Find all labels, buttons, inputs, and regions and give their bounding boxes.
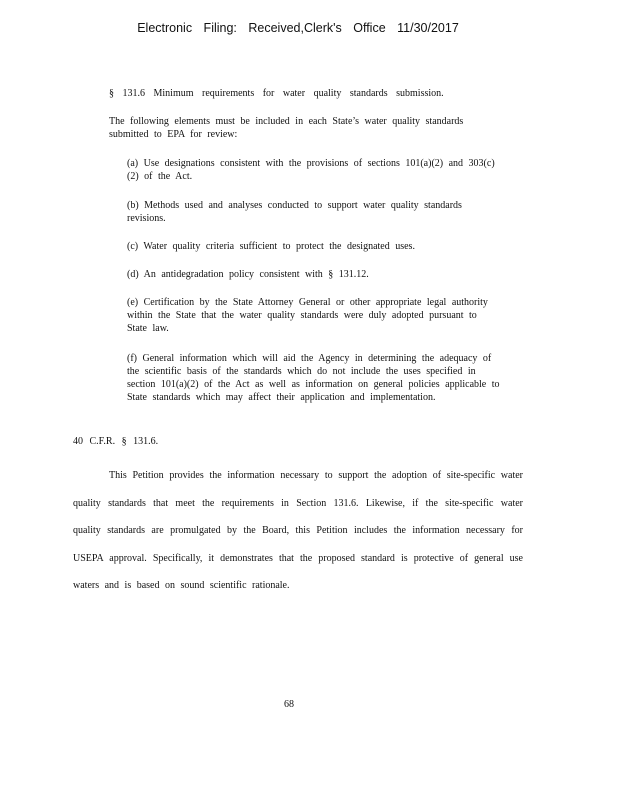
- page-number: 68: [284, 699, 294, 710]
- regulation-citation: 40 C.F.R. § 131.6.: [73, 436, 159, 447]
- requirement-item-e: (e) Certification by the State Attorney General or other appropriate legal authority within the State that the water quality standards were duly adopted pursuant to State law.: [127, 297, 488, 334]
- requirement-item-f: (f) General information which will aid the Agency in determining the adequacy of the scientific basis of the standards which do not include the uses specified in section 101(a)(2) of the Act as well as information on general policies applicable to State standards which may affect their application and implementation.: [127, 353, 500, 403]
- requirement-item-c: (c) Water quality criteria sufficient to protect the designated uses.: [127, 241, 415, 252]
- requirement-item-d: (d) An antidegradation policy consistent with § 131.12.: [127, 269, 369, 280]
- requirement-item-a: (a) Use designations consistent with the provisions of sections 101(a)(2) and 303(c)(2) of the Act.: [127, 158, 495, 182]
- petition-body-paragraph: This Petition provides the information necessary to support the adoption of site-specific water quality standards that meet the requirements in Section 131.6. Likewise, if the site-specific water quality standards are promulgated by the Board, this Petition includes the information necessary for USEPA approval. Specifically, it demonstrates that the proposed standard is protective of general use waters and is based on sound scientific rationale.: [73, 470, 523, 591]
- electronic-filing-header: Electronic Filing: Received,Clerk's Office 11/30/2017: [137, 21, 459, 35]
- section-heading: § 131.6 Minimum requirements for water quality standards submission.: [109, 88, 444, 99]
- requirement-item-b: (b) Methods used and analyses conducted to support water quality standards revisions.: [127, 200, 462, 224]
- intro-paragraph: The following elements must be included in each State’s water quality standards submitted to EPA for review:: [109, 116, 464, 140]
